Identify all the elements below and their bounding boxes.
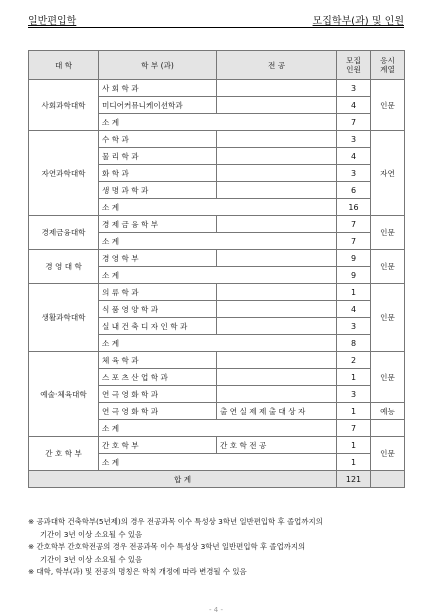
quota-cell: 4: [337, 148, 371, 165]
college-cell: 경제금융대학: [29, 216, 99, 250]
quota-cell: 9: [337, 250, 371, 267]
note-line: ※ 간호학부 간호학전공의 경우 전공과목 이수 특성상 3학년 일반편입학 후 졸업까지의: [28, 542, 306, 552]
subtotal-label: 소 계: [99, 267, 337, 284]
header-dept: 학 부 (과): [99, 51, 217, 80]
table-header-row: [29, 51, 405, 80]
total-eligibility-blank: [371, 471, 405, 488]
major-cell: 출 연 실 제 제 출 대 상 자: [217, 403, 337, 420]
subtotal-value: 9: [337, 267, 371, 284]
major-cell: [217, 148, 337, 165]
dept-cell: 경 영 학 부: [99, 250, 217, 267]
major-cell: [217, 131, 337, 148]
eligibility-cell: 인문: [371, 352, 405, 403]
dept-cell: 실 내 건 축 디 자 인 학 과: [99, 318, 217, 335]
subtotal-value: 7: [337, 233, 371, 250]
page-header: [28, 10, 404, 30]
dept-cell: 물 리 학 과: [99, 148, 217, 165]
dept-cell: 수 학 과: [99, 131, 217, 148]
quota-cell: 4: [337, 301, 371, 318]
subtotal-label: 소 계: [99, 335, 337, 352]
college-cell: 간 호 학 부: [29, 437, 99, 471]
quota-cell: 3: [337, 165, 371, 182]
major-cell: [217, 97, 337, 114]
subtotal-label: 소 계: [99, 420, 337, 437]
table-row: [29, 80, 405, 97]
dept-cell: 미디어커뮤니케이션학과: [99, 97, 217, 114]
total-value: 121: [337, 471, 371, 488]
major-cell: [217, 369, 337, 386]
eligibility-cell: 자연: [371, 131, 405, 216]
note-line: 기간이 3년 이상 소요될 수 있음: [40, 529, 143, 539]
dept-cell: 생 명 과 학 과: [99, 182, 217, 199]
dept-cell: 식 품 영 양 학 과: [99, 301, 217, 318]
subtotal-value: 8: [337, 335, 371, 352]
note-line: 기간이 3년 이상 소요될 수 있음: [40, 554, 143, 564]
major-cell: 간 호 학 전 공: [217, 437, 337, 454]
major-cell: [217, 386, 337, 403]
dept-cell: 간 호 학 부: [99, 437, 217, 454]
college-cell: 예술·체육대학: [29, 352, 99, 437]
eligibility-cell: 인문: [371, 284, 405, 352]
header-title-left: 일반편입학: [28, 16, 77, 27]
quota-cell: 3: [337, 318, 371, 335]
eligibility-cell: 예능: [371, 403, 405, 420]
total-row: [29, 471, 405, 488]
quota-cell: 3: [337, 80, 371, 97]
quota-cell: 2: [337, 352, 371, 369]
subtotal-label: 소 계: [99, 114, 337, 131]
dept-cell: 체 육 학 과: [99, 352, 217, 369]
eligibility-cell: [371, 420, 405, 437]
quota-cell: 1: [337, 403, 371, 420]
major-cell: [217, 165, 337, 182]
header-title-right: 모집학부(과) 및 인원: [312, 16, 404, 27]
eligibility-cell: 인문: [371, 216, 405, 250]
dept-cell: 사 회 학 과: [99, 80, 217, 97]
major-cell: [217, 352, 337, 369]
quota-cell: 3: [337, 386, 371, 403]
major-cell: [217, 80, 337, 97]
college-cell: 생활과학대학: [29, 284, 99, 352]
college-cell: 사회과학대학: [29, 80, 99, 131]
note-line: ※ 공과대학 건축학부(5년제)의 경우 전공과목 이수 특성상 3학년 일반편입학 후 졸업까지의: [28, 517, 323, 526]
note-line: ※ 대학, 학부(과) 및 전공의 명칭은 학칙 개정에 따라 변경될 수 있음: [28, 567, 247, 577]
eligibility-cell: 인문: [371, 437, 405, 471]
quota-cell: 3: [337, 131, 371, 148]
header-eligibility: 응시 계열: [371, 51, 405, 80]
subtotal-value: 7: [337, 420, 371, 437]
college-cell: 경 영 대 학: [29, 250, 99, 284]
eligibility-cell: 인문: [371, 250, 405, 284]
quota-cell: 1: [337, 369, 371, 386]
table-row: [29, 131, 405, 148]
total-label: 합 계: [29, 471, 337, 488]
college-cell: 자연과학대학: [29, 131, 99, 216]
page-number: - 4 -: [209, 606, 223, 614]
table-row: [29, 437, 405, 454]
dept-cell: 연 극 영 화 학 과: [99, 386, 217, 403]
table-row: [29, 352, 405, 369]
dept-cell: 연 극 영 화 학 과: [99, 403, 217, 420]
major-cell: [217, 216, 337, 233]
dept-cell: 스 포 츠 산 업 학 과: [99, 369, 217, 386]
dept-cell: 경 제 금 융 학 부: [99, 216, 217, 233]
header-college: 대 학: [29, 51, 99, 80]
table-body: [29, 80, 405, 488]
notes: [28, 516, 418, 579]
quota-cell: 6: [337, 182, 371, 199]
major-cell: [217, 250, 337, 267]
header-quota: 모집 인원: [337, 51, 371, 80]
dept-cell: 화 학 과: [99, 165, 217, 182]
quota-cell: 4: [337, 97, 371, 114]
subtotal-value: 1: [337, 454, 371, 471]
header-rule: [28, 27, 404, 28]
quota-cell: 1: [337, 437, 371, 454]
quota-cell: 7: [337, 216, 371, 233]
subtotal-value: 16: [337, 199, 371, 216]
subtotal-value: 7: [337, 114, 371, 131]
dept-cell: 의 류 학 과: [99, 284, 217, 301]
recruitment-table: [28, 50, 405, 488]
subtotal-label: 소 계: [99, 233, 337, 250]
major-cell: [217, 182, 337, 199]
table-row: [29, 284, 405, 301]
major-cell: [217, 284, 337, 301]
major-cell: [217, 301, 337, 318]
major-cell: [217, 318, 337, 335]
subtotal-label: 소 계: [99, 199, 337, 216]
eligibility-cell: 인문: [371, 80, 405, 131]
subtotal-label: 소 계: [99, 454, 337, 471]
quota-cell: 1: [337, 284, 371, 301]
table-row: [29, 216, 405, 233]
table-row: [29, 250, 405, 267]
header-major: 전 공: [217, 51, 337, 80]
